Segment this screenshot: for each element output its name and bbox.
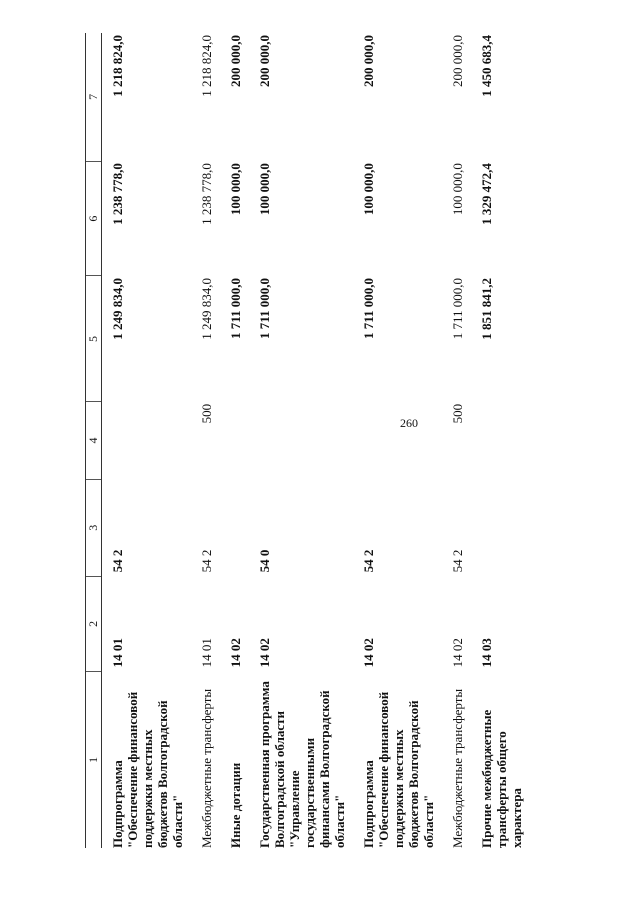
rotated-page-content xyxy=(85,33,545,848)
amount-col5: 1 711 000,0 xyxy=(450,277,465,340)
amount-col7: 200 000,0 xyxy=(361,35,376,87)
amount-col5: 1 711 000,0 xyxy=(228,277,243,340)
column-header-6: 6 xyxy=(86,161,102,276)
row-name: Межбюджетные трансферты xyxy=(450,688,465,848)
expense-type-code xyxy=(353,402,442,479)
expense-type-code xyxy=(471,402,530,479)
column-header-2: 2 xyxy=(86,576,102,671)
table-row xyxy=(191,33,220,848)
column-header-7: 7 xyxy=(86,33,102,161)
amount-col7: 1 218 824,0 xyxy=(110,35,125,97)
table-row xyxy=(249,33,353,848)
target-code: 54 2 xyxy=(199,549,214,573)
row-name: Иные дотации xyxy=(228,762,243,848)
budget-table xyxy=(85,33,530,848)
section-code: 14 01 xyxy=(199,638,214,668)
amount-col7: 200 000,0 xyxy=(257,35,272,87)
column-header-4: 4 xyxy=(86,402,102,479)
column-number-header xyxy=(86,33,102,848)
amount-col5: 1 711 000,0 xyxy=(257,277,272,340)
target-code: 54 2 xyxy=(361,549,376,573)
column-header-3: 3 xyxy=(86,479,102,576)
table-row xyxy=(471,33,530,848)
expense-type-code xyxy=(220,402,249,479)
column-header-1: 1 xyxy=(86,671,102,848)
amount-col5: 1 711 000,0 xyxy=(361,277,376,340)
amount-col7: 1 218 824,0 xyxy=(199,35,214,97)
target-code: 54 2 xyxy=(110,549,125,573)
amount-col6: 1 238 778,0 xyxy=(199,163,214,225)
amount-col7: 200 000,0 xyxy=(450,35,465,87)
row-name: Государственная программа Волгоградской области "Управление государственными финансами Волгоградской области" xyxy=(257,681,347,848)
section-code: 14 01 xyxy=(110,638,125,668)
section-code: 14 02 xyxy=(450,638,465,668)
table-body xyxy=(102,33,531,848)
amount-col7: 1 450 683,4 xyxy=(479,35,494,97)
table-row xyxy=(442,33,471,848)
amount-col6: 100 000,0 xyxy=(361,163,376,216)
amount-col5: 1 851 841,2 xyxy=(479,277,494,340)
expense-type-code: 500 xyxy=(450,403,465,424)
amount-col6: 1 329 472,4 xyxy=(479,163,494,225)
row-name: Подпрограмма "Обеспечение финансовой поддержки местных бюджетов Волгоградской области" xyxy=(361,691,436,848)
section-code: 14 02 xyxy=(228,638,243,668)
target-code xyxy=(220,479,249,576)
target-code xyxy=(471,479,530,576)
amount-col6: 100 000,0 xyxy=(450,163,465,216)
table-row xyxy=(102,33,192,848)
section-code: 14 02 xyxy=(361,638,376,668)
table-row xyxy=(353,33,442,848)
amount-col7: 200 000,0 xyxy=(228,35,243,87)
expense-type-code xyxy=(102,402,192,479)
target-code: 54 2 xyxy=(450,549,465,573)
row-name: Межбюджетные трансферты xyxy=(199,688,214,848)
amount-col5: 1 249 834,0 xyxy=(199,277,214,340)
target-code: 54 0 xyxy=(257,549,272,573)
amount-col5: 1 249 834,0 xyxy=(110,277,125,340)
row-name: Подпрограмма "Обеспечение финансовой поддержки местных бюджетов Волгоградской области" xyxy=(110,691,185,848)
amount-col6: 1 238 778,0 xyxy=(110,163,125,225)
amount-col6: 100 000,0 xyxy=(228,163,243,216)
section-code: 14 02 xyxy=(257,638,272,668)
expense-type-code xyxy=(249,402,353,479)
expense-type-code: 500 xyxy=(199,403,214,424)
section-code: 14 03 xyxy=(479,638,494,668)
amount-col6: 100 000,0 xyxy=(257,163,272,216)
column-header-5: 5 xyxy=(86,276,102,402)
table-row xyxy=(220,33,249,848)
page-number: 260 xyxy=(400,416,418,430)
row-name: Прочие межбюджетные трансферты общего характера xyxy=(479,709,524,848)
